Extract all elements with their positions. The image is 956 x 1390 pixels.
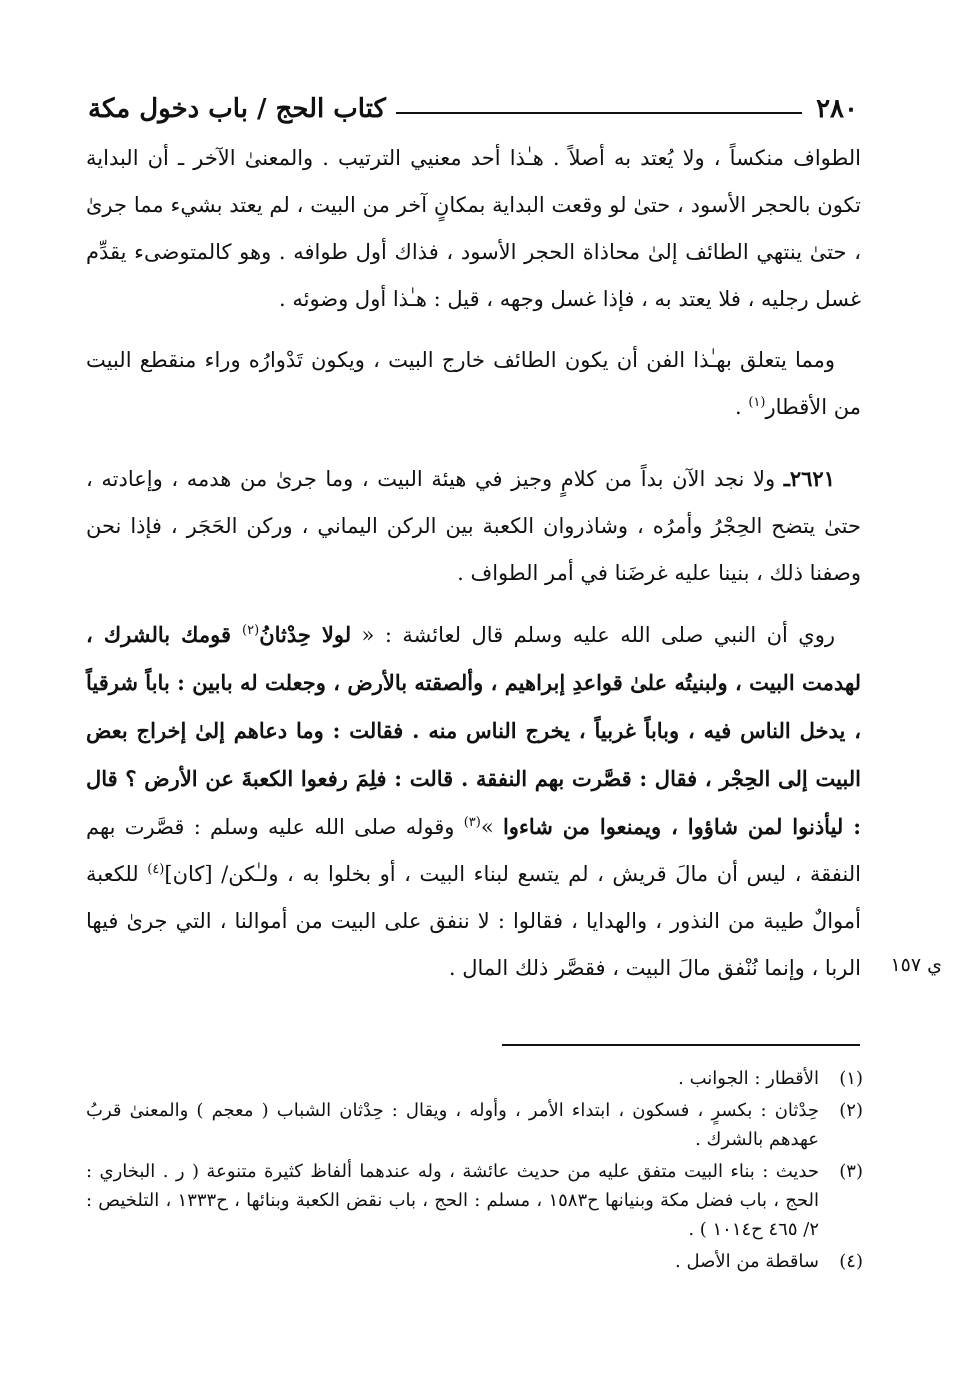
paragraph-4-end: للكعبة أموالٌ طيبة من النذور ، والهدايا ، فقالوا : لا ننفق على البيت من أموالنا ، التي جرىٰ فيها الربا ، وإنما نُنْفق مالَ البيت ، فقصَّر ذلك المال . (86, 862, 861, 980)
section-number: ٢٦٢١ـ (783, 466, 835, 491)
hadith-intro: روي أن النبي صلى الله عليه وسلم قال لعائشة : « (351, 623, 835, 647)
footnote-number: (٣) (839, 1161, 863, 1182)
paragraph-4 (86, 611, 861, 992)
page-number: ٢٨٠ (816, 94, 858, 124)
main-text (86, 135, 861, 992)
footnote-4 (86, 1247, 863, 1276)
hadith-close: » (480, 815, 503, 839)
footnote-number: (٤) (839, 1251, 863, 1272)
footnote-ref-2: (٢) (242, 623, 260, 638)
hadith-text-2: قومك بالشرك ، لهدمت البيت ، ولبنيتُه علىٰ قواعدِ إبراهيم ، وألصقته بالأرض ، وجعلت له بابين : باباً شرقياً ، يدخل الناس فيه ، وباباً غربياً ، يخرج الناس منه . فقالت : وما دعاهم إلىٰ إخراج بعض البيت إلى الحِجْر ، فقال : قصَّرت بهم النفقة . قالت : فلِمَ رفعوا الكعبةَ عن الأرض ؟ قال : ليأذنوا لمن شاؤوا ، ويمنعوا من شاءوا (86, 622, 861, 839)
footnote-text: الأقطار : الجوانب . (678, 1068, 819, 1089)
page-header (88, 84, 858, 124)
footnote-ref-3: (٣) (463, 815, 481, 830)
paragraph-1: الطواف منكساً ، ولا يُعتد به أصلاً . هـٰذا أحد معنيي الترتيب . والمعنىٰ الآخر ـ أن البداية تكون بالحجر الأسود ، حتىٰ لو وقعت البداية بمكانٍ آخر من البيت ، لم يعتد بشيء مما جرىٰ ، حتىٰ ينتهي الطائف إلىٰ محاذاة الحجر الأسود ، فذاك أول طوافه . وهو كالمتوضىء يقدِّم غسل رجليه ، فلا يعتد به ، فإذا غسل وجهه ، قيل : هـٰذا أول وضوئه . (86, 146, 861, 311)
running-title: كتاب الحج / باب دخول مكة (88, 94, 386, 124)
paragraph-4-rest: وقوله صلى الله عليه وسلم : قصَّرت بهم النفقة ، ليس أن مالَ قريش ، لم يتسع لبناء البيت ، أو بخلوا به ، ولـٰكن/ [كان] (86, 815, 861, 886)
footnote-3 (86, 1157, 863, 1244)
footnote-ref-1: (١) (748, 395, 766, 410)
footnote-separator (502, 1044, 860, 1046)
hadith-text-1: لولا حِدْثانُ (259, 622, 352, 647)
paragraph-2 (86, 337, 861, 431)
paragraph-3-text: ولا نجد الآن بداً من كلامٍ وجيز في هيئة البيت ، وما جرىٰ من هدمه ، وإعادته ، حتىٰ يتضح الحِجْرُ وأمرُه ، وشاذروان الكعبة بين الركن اليماني ، وركن الحَجَر ، فإذا نحن وصفنا ذلك ، بنينا عليه غرضَنا في أمر الطواف . (86, 467, 861, 585)
paragraph-2-text: ومما يتعلق بهـٰذا الفن أن يكون الطائف خارج البيت ، ويكون تَدْوارُه وراء منقطع البيت من الأقطار (86, 348, 861, 419)
footnote-number: (١) (839, 1068, 863, 1089)
footnote-1 (86, 1064, 863, 1093)
footnote-number: (٢) (839, 1100, 863, 1121)
footnote-text: حديث : بناء البيت متفق عليه من حديث عائشة ، وله عندهما ألفاظ كثيرة متنوعة ( ر . البخاري : الحج ، باب فضل مكة وبنيانها ح١٥٨٣ ، مسلم : الحج ، باب نقض الكعبة وبنائها ، ح١٣٣٣ ، التلخيص : ٢/ ٤٦٥ ح١٠١٤ ) . (86, 1161, 819, 1240)
footnote-text: ساقطة من الأصل . (675, 1251, 819, 1272)
footnote-2 (86, 1096, 863, 1154)
paragraph-3 (86, 455, 861, 597)
margin-reference: ي ١٥٧ (890, 954, 942, 976)
footnotes (86, 1064, 863, 1279)
footnote-text: حِدْثان : بكسرٍ ، فسكون ، ابتداء الأمر ، وأوله ، ويقال : حِدْثان الشباب ( معجم ) والمعنىٰ قربُ عهدهم بالشرك . (86, 1100, 819, 1150)
footnote-ref-4: (٤) (147, 862, 165, 877)
header-rule (396, 112, 802, 114)
paragraph-2-end: . (734, 395, 749, 419)
